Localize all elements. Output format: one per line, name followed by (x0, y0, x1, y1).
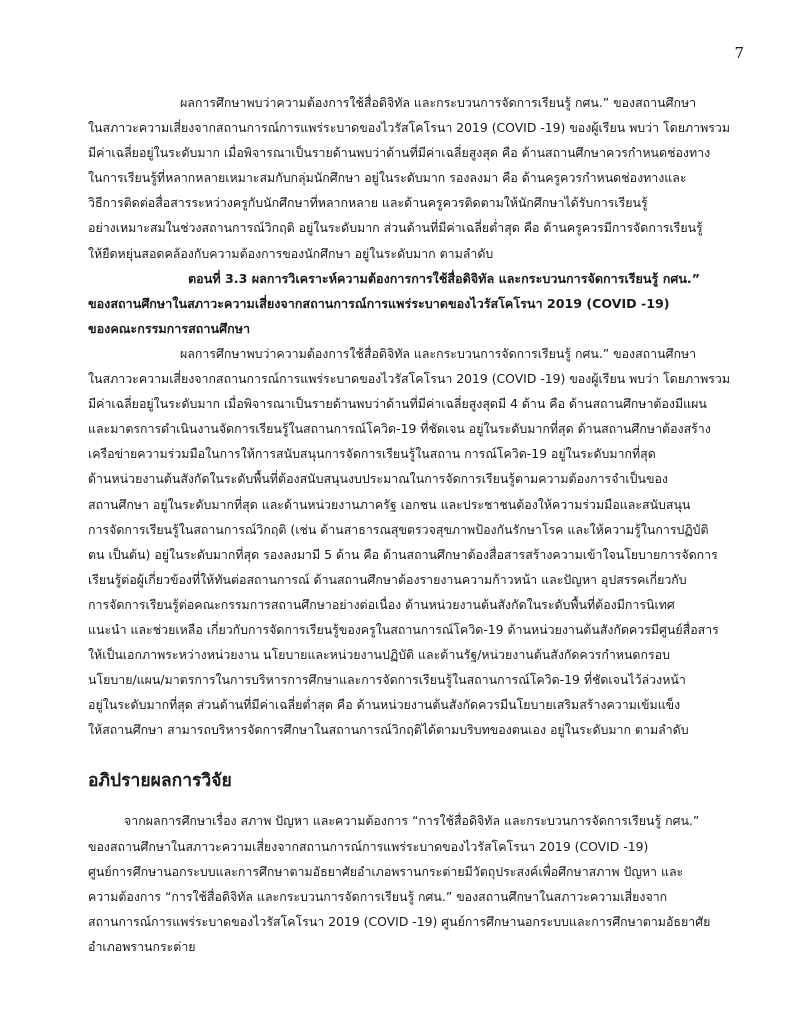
paragraph-needs-students (88, 90, 738, 266)
text-line: สถานการณ์การแพร่ระบาดของไวรัสโคโรนา 2019 (COVID -19) ศูนย์การศึกษานอกระบบและการศึกษาตามอัธยาศัย (88, 913, 711, 929)
text-line: เครือข่ายความร่วมมือในการให้การสนับสนุนการจัดการเรียนรู้ในสถาน การณ์โควิด-19 อยู่ในระดับมากที่สุด (88, 446, 656, 462)
text-line: อำเภอพรานกระต่าย (88, 938, 196, 954)
text-line: มีค่าเฉลี่ยอยู่ในระดับมาก เมื่อพิจารณาเป็นรายด้านพบว่าด้านที่มีค่าเฉลี่ยสูงสุด คือ ด้านสถานศึกษาควรกำหนดช่องทาง (88, 145, 711, 161)
text-line: การจัดการเรียนรู้ต่อคณะกรรมการสถานศึกษาอย่างต่อเนื่อง ด้านหน่วยงานต้นสังกัดในระดับพื้นที่ต้องมีการนิเทศ (88, 596, 675, 612)
discussion-heading: อภิปรายผลการวิจัย (88, 771, 232, 792)
text-line: มีค่าเฉลี่ยอยู่ในระดับมาก เมื่อพิจารณาเป็นรายด้านพบว่าด้านที่มีค่าเฉลี่ยสูงสุดมี 4 ด้าน คือ ด้านสถานศึกษาต้องมีแผน (88, 396, 707, 412)
text-line: เรียนรู้ต่อผู้เกี่ยวข้องที่ให้ทันต่อสถานการณ์ ด้านสถานศึกษาต้องรายงานความก้าวหน้า และปัญหา อุปสรรคเกี่ยวกับ (88, 571, 687, 587)
page-content (88, 90, 738, 959)
text-line: จากผลการศึกษาเรื่อง สภาพ ปัญหา และความต้องการ “การใช้สื่อดิจิทัล และกระบวนการจัดการเรียนรู้ กศน.” (124, 813, 700, 829)
text-line: นโยบาย/แผน/มาตรการในการบริหารการศึกษาและการจัดการเรียนรู้ในสถานการณ์โควิด-19 ที่ชัดเจนไว้ล่วงหน้า (88, 672, 686, 688)
text-line: ให้เป็นเอกภาพระหว่างหน่วยงาน นโยบายและหน่วยงานปฏิบัติ และด้านรัฐ/หน่วยงานต้นสังกัดควรกำหนดกรอบ (88, 647, 670, 663)
text-line: วิธีการติดต่อสื่อสารระหว่างครูกับนักศึกษาที่หลากหลาย และด้านครูควรติดตามให้นักศึกษาได้รับการเรียนรู้ (88, 195, 648, 211)
paragraph-needs-committee (88, 341, 738, 743)
text-line: และมาตรการดำเนินงานจัดการเรียนรู้ในสถานการณ์โควิด-19 ที่ชัดเจน อยู่ในระดับมากที่สุด ด้านสถานศึกษาต้องสร้าง (88, 421, 711, 437)
text-line: ของสถานศึกษาในสภาวะความเสี่ยงจากสถานการณ์การแพร่ระบาดของไวรัสโคโรนา 2019 (COVID -19) (88, 838, 649, 854)
text-line: ผลการศึกษาพบว่าความต้องการใช้สื่อดิจิทัล และกระบวนการจัดการเรียนรู้ กศน.” ของสถานศึกษา (180, 95, 697, 110)
text-line: การจัดการเรียนรู้ในสถานการณ์วิกฤติ (เช่น ด้านสาธารณสุขตรวจสุขภาพป้องกันรักษาโรค และให้ความรู้ในการปฏิบัติ (88, 521, 709, 537)
text-line: ตน เป็นต้น) อยู่ในระดับมากที่สุด รองลงมามี 5 ด้าน คือ ด้านสถานศึกษาต้องสื่อสารสร้างความเข้าใจนโยบายการจัดการ (88, 546, 718, 562)
text-line: สถานศึกษา อยู่ในระดับมากที่สุด และด้านหน่วยงานภาครัฐ เอกชน และประชาชนต้องให้ความร่วมมือและสนับสนุน (88, 496, 691, 512)
text-line: ความต้องการ “การใช้สื่อดิจิทัล และกระบวนการจัดการเรียนรู้ กศน.” ของสถานศึกษาในสภาวะความเสี่ยงจาก (88, 888, 668, 904)
text-line: ผลการศึกษาพบว่าความต้องการใช้สื่อดิจิทัล และกระบวนการจัดการเรียนรู้ กศน.” ของสถานศึกษา (180, 345, 697, 361)
text-line: ในการเรียนรู้ที่หลากหลายเหมาะสมกับกลุ่มนักศึกษา อยู่ในระดับมาก รองลงมา คือ ด้านครูควรกำหนดช่องทางและ (88, 170, 687, 186)
text-line: ด้านหน่วยงานต้นสังกัดในระดับพื้นที่ต้องสนับสนุนงบประมาณในการจัดการเรียนรู้ตามความต้องการจำเป็นของ (88, 471, 668, 487)
text-line: ในสภาวะความเสี่ยงจากสถานการณ์การแพร่ระบาดของไวรัสโคโรนา 2019 (COVID -19) ของผู้เรียน พบว่า โดยภาพรวม (88, 371, 731, 387)
text-line: ศูนย์การศึกษานอกระบบและการศึกษาตามอัธยาศัยอำเภอพรานกระต่ายมีวัตถุประสงค์เพื่อศึกษาสภาพ ปัญหา และ (88, 863, 684, 879)
text-line: อยู่ในระดับมากที่สุด ส่วนด้านที่มีค่าเฉลี่ยต่ำสุด คือ ด้านหน่วยงานต้นสังกัดควรมีนโยบายเสริมสร้างความเข้มแข็ง (88, 697, 681, 713)
page-number: 7 (734, 44, 744, 62)
section-title-line: ของคณะกรรมการสถานศึกษา (88, 320, 251, 336)
text-line: ให้สถานศึกษา สามารถบริหารจัดการศึกษาในสถานการณ์วิกฤติได้ตามบริบทของตนเอง อยู่ในระดับมาก ตามลำดับ (88, 722, 689, 738)
section-title (88, 266, 738, 341)
text-line: ให้ยืดหยุ่นสอดคล้องกับความต้องการของนักศึกษา อยู่ในระดับมาก ตามลำดับ (88, 245, 494, 261)
text-line: ในสภาวะความเสี่ยงจากสถานการณ์การแพร่ระบาดของไวรัสโคโรนา 2019 (COVID -19) ของผู้เรียน พบว่า โดยภาพรวม (88, 120, 731, 136)
paragraph-discussion (88, 808, 738, 959)
text-line: แนะนำ และช่วยเหลือ เกี่ยวกับการจัดการเรียนรู้ของครูในสถานการณ์โควิด-19 ด้านหน่วยงานต้นสังกัดควรมีศูนย์สื่อสาร (88, 621, 719, 637)
section-title-line: ตอนที่ 3.3 ผลการวิเคราะห์ความต้องการการใช้สื่อดิจิทัล และกระบวนการจัดการเรียนรู้ กศน.” (188, 270, 700, 286)
section-title-line: ของสถานศึกษาในสภาวะความเสี่ยงจากสถานการณ์การแพร่ระบาดของไวรัสโคโรนา 2019 (COVID -19) (88, 295, 670, 311)
text-line: อย่างเหมาะสมในช่วงสถานการณ์วิกฤติ อยู่ในระดับมาก ส่วนด้านที่มีค่าเฉลี่ยต่ำสุด คือ ด้านครูควรมีการจัดการเรียนรู้ (88, 220, 703, 236)
